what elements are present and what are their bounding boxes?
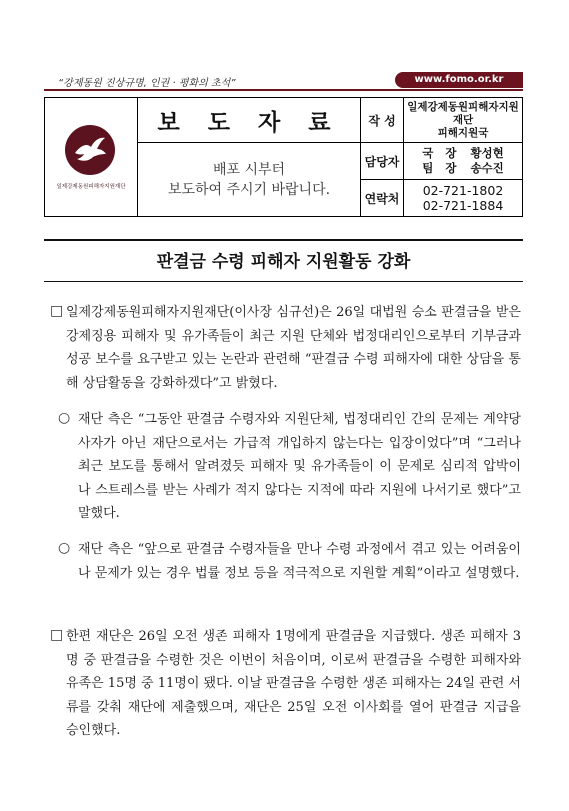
document-title: 보 도 자 료 — [138, 98, 361, 143]
release-message-line1: 배포 시부터 — [212, 161, 286, 178]
paragraph-2: 재단 측은 “그동안 판결금 수령자와 지원단체, 법정대리인 간의 문제는 계약당사자가 아닌 재단으로서는 가급적 개입하지 않는다는 입장이었다”며 “그러나 최근 보도를 통해서 알려졌듯 피해자 및 유가족들이 이 문제로 심리적 압박이나 스트레스를 받는 사례가 적지 않다는 지적에 따라 지원에 나서기로 했다”고 말했다. — [78, 412, 521, 521]
foundation-logo — [65, 125, 115, 175]
headline-rule-top — [44, 239, 523, 241]
person-name: 황성현 — [470, 146, 504, 160]
contact-persons — [404, 143, 523, 180]
author-dept: 피해지원국 — [437, 126, 489, 139]
contact-person-label: 담당자 — [361, 143, 404, 180]
phone-number: 02-721-1884 — [422, 198, 504, 213]
website-url[interactable]: www.fomo.or.kr — [395, 72, 523, 88]
contact-person-2 — [404, 161, 522, 176]
release-message-line2: 보도하여 주시기 바랍니다. — [167, 181, 331, 198]
person-name: 송수진 — [470, 161, 504, 175]
headline: 판결금 수령 피해자 지원활동 강화 — [156, 252, 411, 272]
square-bullet: □ — [50, 303, 64, 319]
paragraph-3: 재단 측은 “앞으로 판결금 수령자들을 만나 수령 과정에서 겪고 있는 어려움이나 문제가 있는 경우 법률 정보 등을 적극적으로 지원할 계획”이라고 설명했다. — [78, 542, 521, 581]
phone-numbers — [404, 180, 523, 217]
phone-label: 연락처 — [361, 180, 404, 217]
circle-bullet: ○ — [58, 540, 71, 556]
phone-number: 02-721-1802 — [422, 183, 504, 198]
circle-bullet: ○ — [58, 410, 71, 426]
author-value — [404, 98, 523, 143]
author-org: 일제강제동원피해자지원재단 — [407, 100, 519, 126]
release-message — [138, 143, 361, 217]
paragraph-1: 일제강제동원피해자지원재단(이사장 심규선)은 26일 대법원 승소 판결금을 받은 강제징용 피해자 및 유가족들이 최근 지원 단체와 법정대리인으로부터 기부금과 성공 보수를 요구받고 있는 논란과 관련해 “판결금 수령 피해자에 대한 상담을 통해 상담활동을 강화하겠다”고 밝혔다. — [66, 305, 521, 391]
headline-rule-bottom — [44, 281, 523, 282]
square-bullet: □ — [50, 627, 64, 643]
slogan: “강제동원 진상규명, 인권 · 평화의 초석” — [58, 78, 236, 89]
logo-text: 일제강제동원피해자지원재단 — [56, 184, 126, 190]
author-label: 작 성 — [361, 98, 404, 143]
contact-person-1 — [404, 146, 522, 161]
dove-icon — [71, 135, 109, 165]
paragraph-4: 한편 재단은 26일 오전 생존 피해자 1명에게 판결금을 지급했다. 생존 피해자 3명 중 판결금을 수령한 것은 이번이 처음이며, 이로써 판결금을 수령한 피해자와 유족은 15명 중 11명이 됐다. 이날 판결금을 수령한 생존 피해자는 24일 관련 서류를 갖춰 재단에 제출했으며, 재단은 25일 오전 이사회를 열어 판결금 지급을 승인했다. — [66, 629, 521, 738]
logo-cell — [45, 98, 138, 217]
header-divider — [44, 89, 523, 91]
person-title: 국 장 — [422, 146, 457, 160]
person-title: 팀 장 — [422, 161, 457, 175]
press-release-header — [44, 97, 523, 217]
